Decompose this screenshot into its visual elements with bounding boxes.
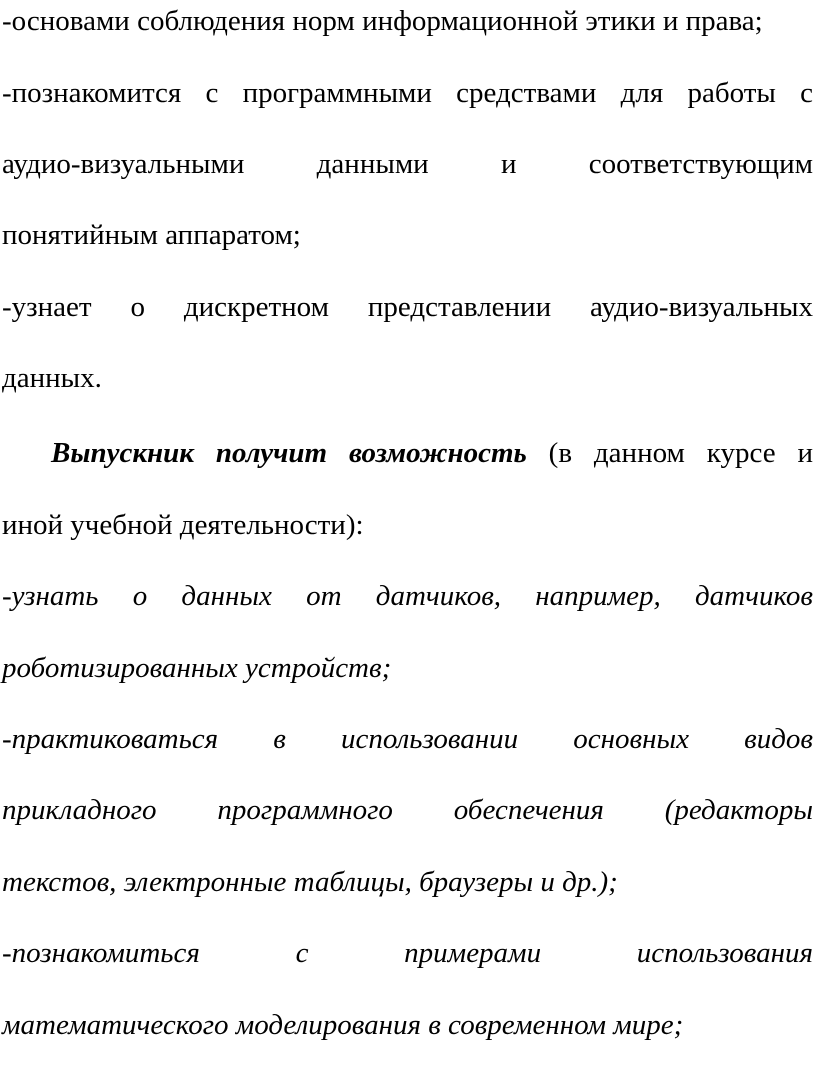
italic-text-line: текстов, электронные таблицы, браузеры и др.);	[2, 866, 618, 898]
text-line: иной учебной деятельности):	[2, 509, 364, 541]
emphasis-phrase: Выпускник получит возможность	[51, 437, 527, 469]
text-line: -познакомится с программными средствами для работы с	[2, 77, 813, 109]
text-line: -узнает о дискретном представлении аудио-визуальных	[2, 291, 813, 323]
text-line: -основами соблюдения норм информационной этики и права;	[2, 5, 763, 37]
text-line: данных.	[2, 362, 102, 394]
italic-text-line: -практиковаться в использовании основных видов	[2, 723, 813, 755]
paragraph-opening-line	[51, 435, 813, 471]
italic-text-line: -узнать о данных от датчиков, например, датчиков	[2, 580, 813, 612]
text-span: (в данном курсе и	[526, 437, 813, 469]
italic-text-line: -познакомиться с примерами использования	[2, 937, 813, 969]
italic-text-line: прикладного программного обеспечения (редакторы	[2, 794, 813, 826]
text-line: понятийным аппаратом;	[2, 219, 301, 251]
italic-text-line: роботизированных устройств;	[2, 652, 392, 684]
text-line: аудио-визуальными данными и соответствующим	[2, 148, 813, 180]
italic-text-line: математического моделирования в современном мире;	[2, 1009, 684, 1041]
